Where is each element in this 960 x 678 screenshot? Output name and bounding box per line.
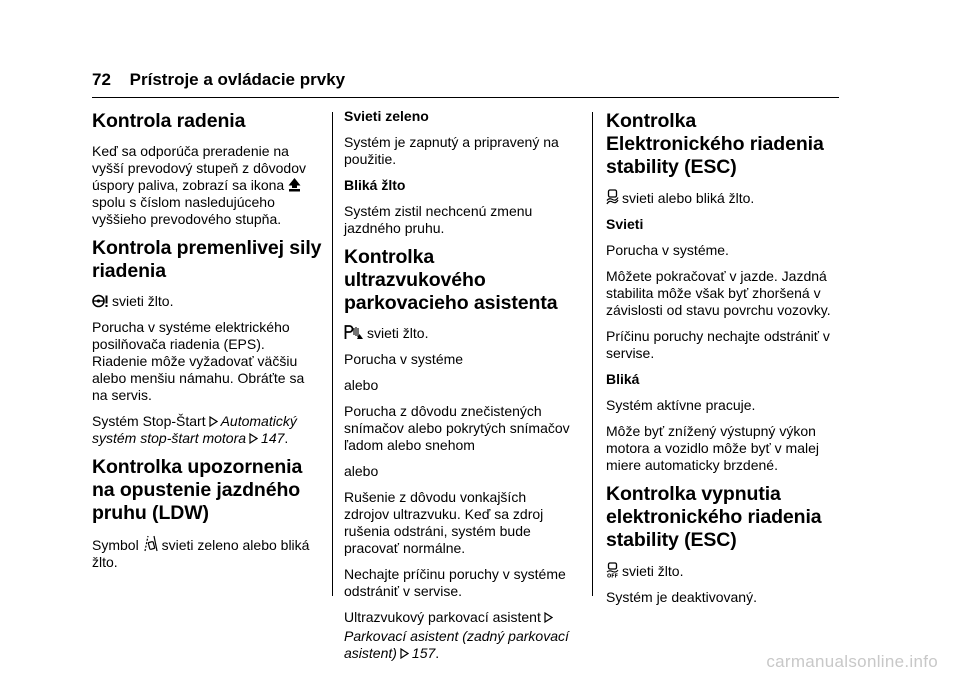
paragraph: Systém je deaktivovaný. — [606, 589, 757, 605]
paragraph: Systém aktívne pracuje. — [606, 397, 756, 413]
paragraph: Porucha v systéme elektrického posilňovača riadenia (EPS). Riadenie môže vyžadovať väčšiu alebo menšiu námahu. Obráťte sa na servis. — [92, 319, 305, 403]
reference-arrow-icon — [249, 433, 258, 444]
page-reference[interactable]: 147 — [261, 430, 285, 446]
heading-lane-departure: Kontrolka upozornenia na opustenie jazdného pruhu (LDW) — [92, 456, 303, 524]
heading-esc: Kontrolka Elektronického riadenia stability (ESC) — [606, 110, 824, 178]
paragraph: svieti alebo bliká žlto. — [606, 189, 836, 207]
subheading-on: Svieti — [606, 216, 644, 232]
page-number: 72 — [92, 70, 111, 89]
subheading-blink: Bliká — [606, 371, 640, 387]
watermark: carmanualsonline.info — [766, 652, 938, 671]
lane-departure-icon — [143, 535, 159, 552]
paragraph: svieti žlto. — [344, 325, 574, 342]
page-reference[interactable]: 157 — [411, 645, 436, 661]
upshift-arrow-icon — [288, 177, 301, 192]
paragraph: Porucha z dôvodu znečistených snímačov alebo pokrytých snímačov ľadom alebo snehom — [344, 403, 570, 453]
heading-esc-off: Kontrolka vypnutia elektronického riadenia stability (ESC) — [606, 483, 822, 551]
paragraph: Systém zistil nechcenú zmenu jazdného pruhu. — [344, 203, 533, 236]
paragraph: Parkovací asistent (zadný parkovací asistent) 157. — [344, 628, 569, 661]
column-left — [92, 108, 322, 580]
column-middle — [344, 108, 574, 671]
paragraph: Nechajte príčinu poruchy v systéme odstrániť v servise. — [344, 566, 566, 599]
reference-arrow-icon — [544, 612, 553, 623]
column-divider — [592, 112, 593, 596]
paragraph: alebo — [344, 377, 379, 393]
paragraph: Systém je zapnutý a pripravený na použitie. — [344, 134, 559, 167]
esc-off-icon — [606, 562, 619, 578]
subheading-yellow: Bliká žlto — [344, 177, 406, 193]
steering-warning-icon — [92, 294, 109, 308]
heading-parking-assist: Kontrolka ultrazvukového parkovacieho asistenta — [344, 246, 558, 314]
cross-reference-link[interactable]: Parkovací asistent (zadný parkovací asistent) — [344, 628, 569, 661]
svg-text:OFF: OFF — [606, 573, 619, 578]
reference-arrow-icon — [209, 416, 218, 427]
paragraph: Systém Stop-Štart Automatický systém stop-štart motora 147. — [92, 413, 297, 446]
paragraph: OFF svieti žlto. — [606, 563, 684, 579]
paragraph: alebo — [344, 463, 379, 479]
paragraph: Porucha v systéme — [344, 351, 464, 367]
paragraph: Rušenie z dôvodu vonkajších zdrojov ultrazvuku. Keď sa zdroj rušenia odstráni, systém bude pracovať normálne. — [344, 489, 544, 556]
cross-reference-link[interactable]: Automatický systém stop-štart motora — [92, 413, 297, 446]
paragraph: svieti žlto. — [92, 293, 322, 310]
reference-arrow-icon — [400, 648, 409, 659]
heading-gear-shift: Kontrola radenia — [92, 110, 246, 132]
page-header — [92, 70, 345, 90]
section-title: Prístroje a ovládacie prvky — [129, 70, 346, 89]
subheading-green: Svieti zeleno — [344, 108, 429, 124]
heading-steering: Kontrola premenlivej sily riadenia — [92, 237, 322, 282]
paragraph: Porucha v systéme. — [606, 242, 729, 258]
esc-icon — [606, 189, 619, 205]
paragraph: Keď sa odporúča preradenie na vyšší prevodový stupeň z dôvodov úspory paliva, zobrazí sa ikona spolu s číslom nasledujúceho vyššieho prevodového stupňa. — [92, 143, 307, 227]
header-rule — [92, 97, 839, 98]
column-divider — [332, 112, 333, 596]
paragraph: Môže byť znížený výstupný výkon motora a vozidlo môže byť v malej miere automaticky brzdené. — [606, 423, 820, 473]
paragraph: Ultrazvukový parkovací asistent — [344, 609, 574, 626]
column-right — [606, 108, 836, 615]
paragraph: Symbol svieti zeleno alebo bliká žlto. — [92, 537, 310, 570]
paragraph: Príčinu poruchy nechajte odstrániť v servise. — [606, 328, 830, 361]
paragraph: Môžete pokračovať v jazde. Jazdná stabilita môže však byť zhoršená v závislosti od stavu povrchu vozovky. — [606, 268, 831, 318]
parking-assist-icon — [344, 325, 364, 340]
